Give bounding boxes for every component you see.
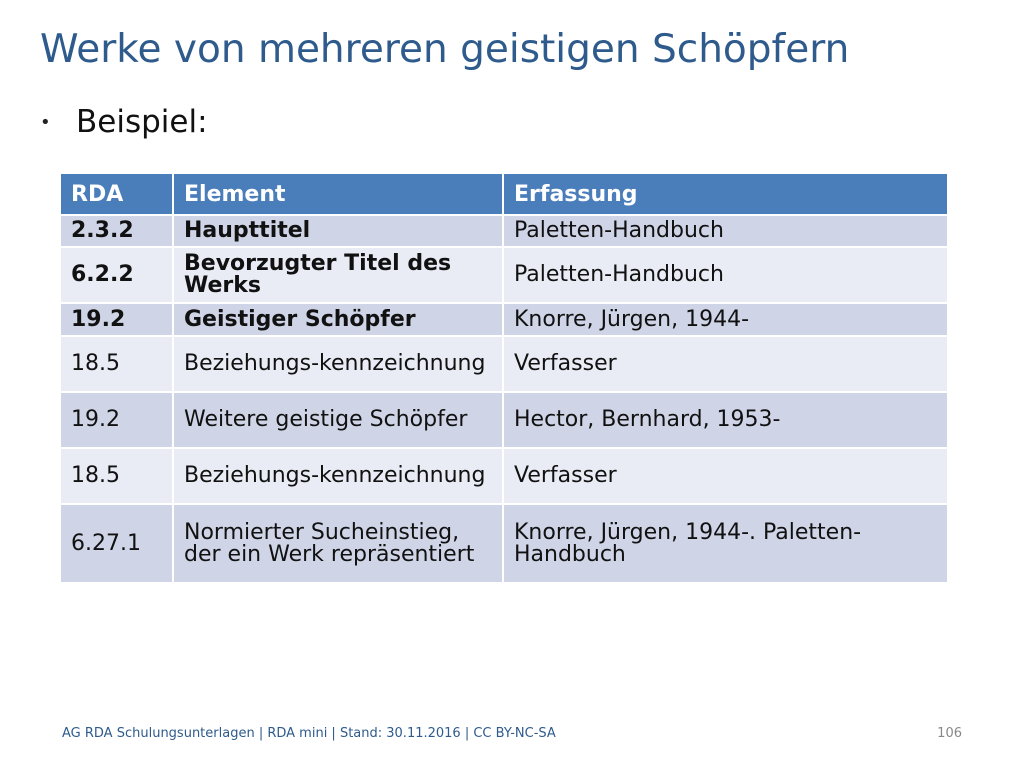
bullet-text: Beispiel: — [76, 104, 208, 140]
cell-rda: 19.2 — [61, 392, 173, 448]
table-header-row — [61, 174, 947, 215]
cell-rda: 18.5 — [61, 448, 173, 504]
cell-rda: 6.27.1 — [61, 504, 173, 582]
table-row — [61, 504, 947, 582]
cell-erfassung: Paletten-Handbuch — [503, 215, 947, 247]
header-rda: RDA — [61, 174, 173, 215]
table-row — [61, 303, 947, 336]
cell-erfassung: Verfasser — [503, 448, 947, 504]
cell-rda: 18.5 — [61, 336, 173, 392]
cell-element: Bevorzugter Titel des Werks — [173, 247, 503, 303]
table-row — [61, 336, 947, 392]
cell-element: Beziehungs-kennzeichnung — [173, 448, 503, 504]
cell-erfassung: Verfasser — [503, 336, 947, 392]
footer-text: AG RDA Schulungsunterlagen | RDA mini | Stand: 30.11.2016 | CC BY-NC-SA — [62, 726, 556, 741]
rda-table — [61, 174, 947, 582]
header-erfassung: Erfassung — [503, 174, 947, 215]
cell-erfassung: Knorre, Jürgen, 1944- — [503, 303, 947, 336]
header-element: Element — [173, 174, 503, 215]
slide-title: Werke von mehreren geistigen Schöpfern — [40, 27, 850, 72]
page-number: 106 — [937, 726, 962, 741]
cell-rda: 6.2.2 — [61, 247, 173, 303]
cell-rda: 2.3.2 — [61, 215, 173, 247]
cell-element: Weitere geistige Schöpfer — [173, 392, 503, 448]
cell-element: Haupttitel — [173, 215, 503, 247]
bullet-item — [40, 98, 208, 146]
table-row — [61, 448, 947, 504]
cell-erfassung: Paletten-Handbuch — [503, 247, 947, 303]
cell-element: Normierter Sucheinstieg, der ein Werk repräsentiert — [173, 504, 503, 582]
bullet-marker: • — [40, 111, 51, 133]
cell-element: Beziehungs-kennzeichnung — [173, 336, 503, 392]
table-row — [61, 215, 947, 247]
table-row — [61, 392, 947, 448]
cell-rda: 19.2 — [61, 303, 173, 336]
cell-erfassung: Hector, Bernhard, 1953- — [503, 392, 947, 448]
table-row — [61, 247, 947, 303]
cell-erfassung: Knorre, Jürgen, 1944-. Paletten-Handbuch — [503, 504, 947, 582]
cell-element: Geistiger Schöpfer — [173, 303, 503, 336]
